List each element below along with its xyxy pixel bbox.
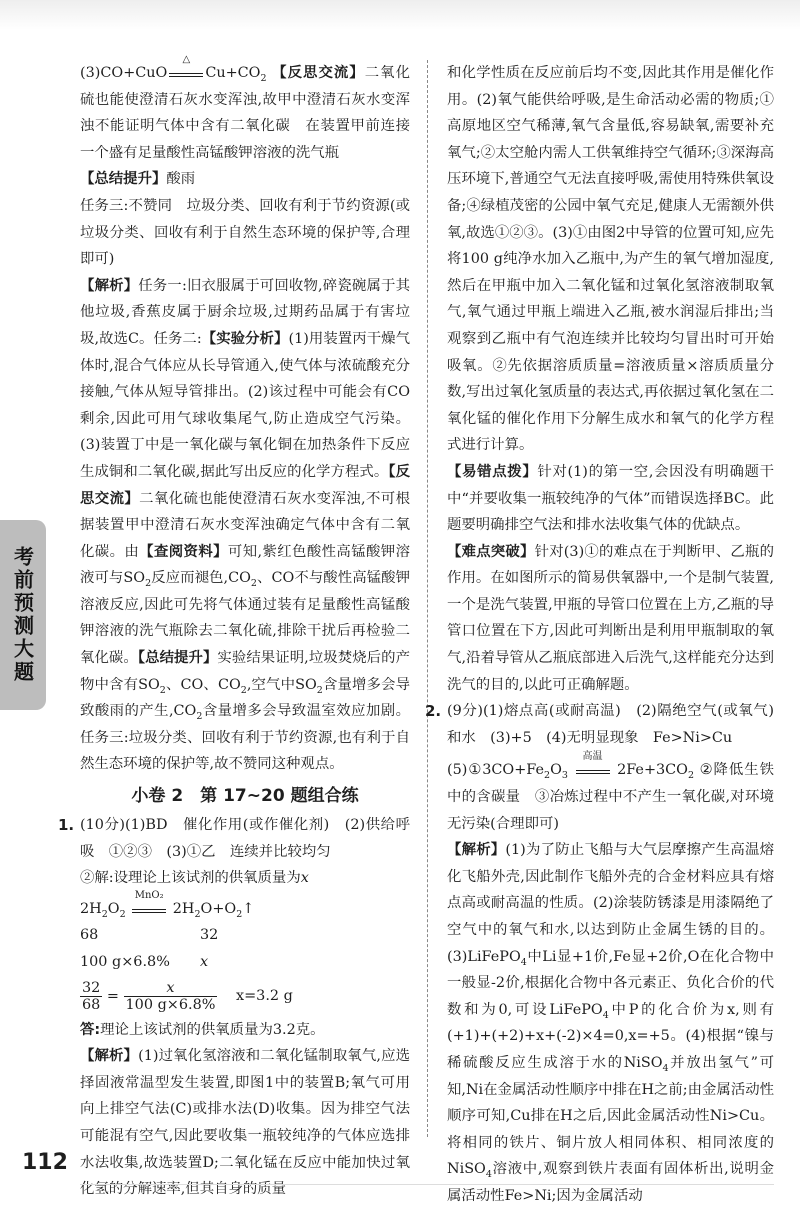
analysis-text: 针对(3)①的难点在于判断甲、乙瓶的作用。在如图所示的简易供氧器中,一个是制气装置,一个是洗气装置,甲瓶的导管口位置在上方,乙瓶的导管口位置在下方,因此可判断出是利用甲瓶制取的氧气,沿着导管从乙瓶底部进入后洗气,这样能充分达到洗气的目的,以此可正确解题。 [447, 543, 774, 693]
tag-answer: 答: [80, 1021, 101, 1038]
formula-text: 2H [80, 900, 102, 917]
subscript: 2 [687, 770, 695, 782]
subscript: 4 [662, 1062, 669, 1074]
subscript: 2 [101, 908, 108, 920]
fraction-left [80, 980, 102, 1013]
analysis-text: 、CO、CO [165, 676, 241, 693]
tag-difficulty-breakthrough: 【难点突破】 [447, 543, 535, 560]
column-divider [427, 60, 428, 1137]
page-number: 112 [22, 1150, 68, 1175]
analysis-text: 反应而褪色,CO [151, 570, 251, 587]
reaction-condition [574, 751, 612, 774]
subscript: 2 [240, 684, 247, 696]
formula-text: (3)CO+CuO [80, 65, 168, 81]
condition-label: MnO₂ [134, 889, 164, 901]
subscript: 2 [316, 684, 323, 696]
question-1 [58, 812, 410, 1203]
analysis-text: 可知,紫红色酸性高锰酸钾溶液可与SO [80, 543, 410, 587]
ratio-row-2 [80, 949, 410, 976]
analysis-text: 二氧化硫也能使澄清石灰水变浑浊,不可根据装置甲中澄清石灰水变浑浊确定气体中含有二氧化碳。由 [80, 490, 410, 560]
subscript: 4 [520, 956, 527, 968]
right-paragraph-2 [447, 459, 774, 539]
left-column [58, 54, 410, 1198]
fraction-right [124, 980, 218, 1013]
analysis-text: 并放出氢气”可知,Ni在金属活动性顺序中排在H之前;由金属活动性顺序可知,Cu排在H之后,因此金属活动性Ni>Cu。将相同的铁片、铜片放人相同体积、相同浓度的NiSO [447, 1054, 774, 1178]
left-paragraph-3: 任务三:不赞同 垃圾分类、回收有利于节约资源(或垃圾分类、回收有利于自然生态环境的保护等,合理即可) [80, 197, 410, 268]
subscript: 2 [196, 711, 203, 723]
question-2 [425, 698, 775, 1209]
tag-analysis: 【解析】 [447, 842, 506, 859]
analysis-text: 含量增多会导致酸雨的产生,CO [80, 676, 410, 720]
subscript: 4 [602, 1009, 609, 1021]
question-1-analysis [80, 1043, 410, 1203]
mass-value: 32 [200, 927, 219, 944]
side-tab [0, 520, 46, 710]
tag-summary: 【总结提升】 [137, 650, 218, 667]
left-paragraph-4 [80, 273, 410, 778]
subscript: 2 [260, 72, 267, 84]
subscript: 2 [250, 578, 257, 590]
analysis-text: 含量增多会导致温室效应加剧。任务三:垃圾分类、回收有利于节约资源,也有利于自然生态环境的保护等,故不赞同这种观点。 [80, 703, 410, 773]
analysis-text: ,空气中SO [246, 676, 317, 693]
answer-text: ②降低生铁中的含碳量 ③冶炼过程中不产生一氧化碳,对环境无污染(合理即可) [447, 762, 775, 832]
tag-reference: 【查阅资料】 [139, 543, 228, 560]
analysis-text: (1)用装置丙干燥气体时,混合气体应从长导管通入,使气体与浓硫酸充分接触,气体从短导管排出。(2)该过程中可能会有CO剩余,因此可用气球收集尾气,防止造成空气污染。(3)装置丁中是一氧化碳与氧化铜在加热条件下反应生成铜和二氧化碳,据此写出反应的化学方程式。 [80, 330, 410, 480]
analysis-text: 溶液中,观察到铁片表面有固体析出,说明金属活动性Fe>Ni;因为金属活动 [447, 1161, 774, 1204]
formula-text: 2Fe+3CO [617, 762, 688, 779]
question-1-answer: (10分)(1)BD 催化作用(或作催化剂) (2)供给呼吸 ①②③ (3)①乙 连续并比较均匀 [80, 817, 410, 860]
subscript: 2 [119, 908, 126, 920]
fraction-denominator: 68 [82, 996, 101, 1013]
page-top-shadow [0, 0, 800, 30]
question-1-solution-intro [80, 865, 410, 892]
right-column [425, 60, 775, 1204]
subscript: 2 [236, 908, 243, 920]
section-title: 小卷 2 第 17~20 题组合练 [131, 786, 359, 807]
condition-label: 高温 [582, 751, 603, 763]
tag-analysis: 【解析】 [80, 1048, 139, 1065]
bottom-rule [80, 1184, 774, 1185]
question-number: 1. [58, 816, 75, 835]
subscript: 2 [544, 770, 551, 782]
analysis-text: 中Li显+1价,Fe显+2价,O在化合物中一般显-2价,根据化合物中各元素正、负化合价的代数和为0,可设LiFePO [447, 948, 774, 1018]
analysis-text: 针对(1)的第一空,会因没有明确题干中“并要收集一瓶较纯净的气体”而错误选择BC。此题要明确排空气法和排水法收集气体的优缺点。 [447, 463, 774, 534]
chemical-equation [80, 889, 410, 923]
question-number: 2. [425, 702, 442, 721]
solution-text: ②解:设理论上该试剂的供氧质量为 [80, 870, 301, 887]
subscript: 2 [194, 908, 201, 920]
analysis-text: 实验结果证明,垃圾焚烧后的产物中含有SO [80, 650, 410, 693]
subscript: 2 [159, 684, 166, 696]
subscript: 2 [145, 578, 152, 590]
analysis-text: 中P的化合价为x,则有(+1)+(+2)+x+(-2)×4=0,x=+5。(4)根据“镍与稀硫酸反应生成溶于水的NiSO [447, 1001, 775, 1071]
tag-experiment-analysis: 【实验分析】 [201, 330, 289, 347]
analysis-text: (1)过氧化氢溶液和二氧化锰制取氧气,应选择固液常温型发生装置,即图1中的装置B;氧气可用向上排空气法(C)或排水法(D)收集。因为排空气法可能混有空气,因此要收集一瓶较纯净的气体应选排水法收集,故选装置D;二氧化锰在反应中能加快过氧化氢的分解速率,但其自身的质量 [80, 1048, 410, 1198]
tag-common-mistake: 【易错点拨】 [447, 463, 538, 480]
answer-text: 酸雨 [166, 171, 196, 188]
question-1-final-answer [80, 1017, 410, 1044]
answer-text: 理论上该试剂的供氧质量为3.2克。 [100, 1021, 325, 1038]
left-paragraph-1 [80, 54, 410, 166]
mass-value: 68 [80, 927, 99, 944]
side-tab-label: 考前预测大题 [10, 546, 35, 684]
answer-text: 二氧化硫也能使澄清石灰水变浑浊,故甲中澄清石灰水变浑浊不能证明气体中含有二氧化碳 在装置甲前连接一个盛有足量酸性高锰酸钾溶液的洗气瓶 [80, 65, 410, 161]
gas-arrow-icon: ↑ [242, 900, 255, 917]
reaction-equal-sign [169, 73, 203, 77]
formula-text: (5)①3CO+Fe [447, 762, 545, 779]
mass-value: 100 g×6.8% [80, 954, 170, 970]
reaction-equal-sign [576, 770, 610, 774]
subscript: 4 [485, 1169, 492, 1181]
formula-text: O [107, 900, 120, 917]
formula-text: 2H [172, 900, 195, 917]
condition-label: △ [182, 54, 191, 65]
formula-text: O [550, 762, 562, 779]
right-paragraph-1: 和化学性质在反应前后均不变,因此其作用是催化作用。(2)氧气能供给呼吸,是生命活动必需的物质;①高原地区空气稀薄,氧气含量低,容易缺氧,需要补充氧气;②太空舱内需人工供氧维持空气循环;③深海高压环境下,普通空气无法直接呼吸,需使用特殊供氧设备;④绿植茂密的公园中氧气充足,健康人无需额外供氧,故选①②③。(3)①由图2中导管的位置可知,应先将100 g纯净水加入乙瓶中,为产生的氧气增加湿度,然后在甲瓶中加入二氧化锰和过氧化氢溶液制取氧气,氧气通过甲瓶上端进入乙瓶,被水润湿后排出;当观察到乙瓶中有气泡连续并比较均匀冒出时可开始吸氧。②先依据溶质质量=溶液质量×溶质质量分数,写出过氧化氢质量的表达式,再依据过氧化氢在二氧化锰的催化作用下分解生成水和氧气的化学方程式进行计算。 [447, 65, 774, 454]
fraction-numerator: x [124, 980, 218, 997]
variable: x [300, 870, 309, 887]
reaction-equal-sign [132, 909, 166, 913]
analysis-text: (1)为了防止飞船与大气层摩擦产生高温熔化飞船外壳,因此制作飞船外壳的合金材料应具有熔点高或耐高温的性质。(2)涂装防锈漆是用漆隔绝了空气中的氧气和水,以达到防止金属生锈的目的。(3)LiFePO [447, 842, 774, 965]
ratio-row-1 [80, 922, 410, 949]
tag-reflection: 【反思交流】 [80, 463, 410, 507]
analysis-text: 、CO不与酸性高锰酸钾溶液反应,因此可先将气体通过装有足量酸性高锰酸钾溶液的洗气瓶除去二氧化硫,排除干扰后再检验二氧化碳。 [80, 570, 410, 667]
subscript: 3 [561, 770, 568, 782]
analysis-text: 任务一:旧衣服属于可回收物,碎瓷碗属于其他垃圾,香蕉皮属于厨余垃圾,过期药品属于有害垃圾,故选C。任务二: [80, 277, 410, 347]
fraction-numerator: 32 [82, 979, 101, 996]
right-paragraph-3 [447, 539, 774, 699]
left-paragraph-2 [80, 166, 410, 193]
proportion-equation: $\frac{32}{68}$ = $\frac{x}{100 g\times 6.8\%}$ x=3.2 g [82, 979, 293, 1013]
variable: x [200, 954, 209, 970]
formula-text: Cu+CO [205, 65, 261, 81]
fraction-denominator: 100 g×6.8% [125, 996, 216, 1013]
tag-summary: 【总结提升】 [80, 171, 167, 188]
result-text: x=3.2 g [235, 988, 293, 1005]
tag-reflection: 【反思交流】 [272, 65, 365, 81]
question-2-answer: (9分)(1)熔点高(或耐高温) (2)隔绝空气(或氧气)和水 (3)+5 (4)无明显现象 Fe>Ni>Cu [447, 703, 774, 746]
reaction-condition [130, 889, 168, 913]
question-2-analysis [447, 837, 774, 1209]
formula-text: O+O [200, 900, 237, 917]
tag-analysis: 【解析】 [80, 277, 139, 294]
reaction-condition [167, 54, 205, 77]
question-2-answer-part5 [447, 751, 775, 837]
